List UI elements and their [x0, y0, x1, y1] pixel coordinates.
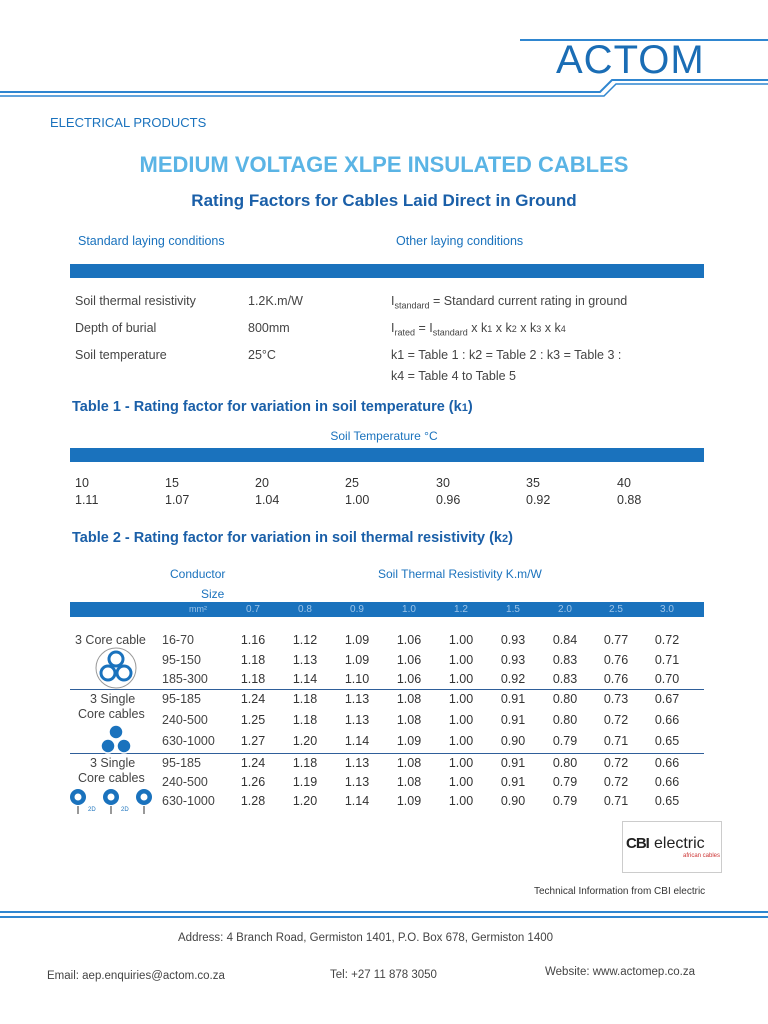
footer-website: Website: www.actomep.co.za — [545, 966, 695, 978]
footer-address: Address: 4 Branch Road, Germiston 1401, P.O. Box 678, Germiston 1400 — [178, 932, 554, 944]
footer-email: Email: aep.enquiries@actom.co.za — [47, 970, 225, 982]
condition-value: 25°C — [248, 348, 276, 362]
rating-factor-cell: 1.04 — [255, 493, 280, 507]
rating-factor-cell: 0.67 — [654, 692, 680, 706]
rating-factor-cell: 0.91 — [500, 756, 526, 770]
unit-label: mm² — [189, 604, 207, 614]
condition-value: 1.2K.m/W — [248, 294, 303, 308]
page-subtitle: Rating Factors for Cables Laid Direct in Ground — [191, 191, 577, 210]
rating-factor-cell: 1.06 — [396, 653, 422, 667]
rating-factor-cell: 1.00 — [448, 734, 474, 748]
rating-factor-cell: 0.79 — [552, 794, 578, 808]
formula-standard: $I_{standard}$ = Standard current rating in ground — [391, 294, 628, 311]
rating-factor-cell: 1.25 — [240, 713, 266, 727]
rating-factor-cell: 1.00 — [345, 493, 370, 507]
rating-factor-cell: 0.93 — [500, 653, 526, 667]
rating-factor-cell: 1.09 — [344, 633, 370, 647]
formula-k-tables-a: k1 = Table 1 : k2 = Table 2 : k3 = Table 3 : — [391, 348, 622, 362]
rating-factor-cell: 0.65 — [654, 734, 680, 748]
rating-factor-cell: 0.91 — [500, 692, 526, 706]
resistivity-heading: Soil Thermal Resistivity K.m/W — [378, 567, 542, 581]
conductor-size-cell: 240-500 — [162, 713, 208, 727]
formula-k-tables-b: k4 = Table 4 to Table 5 — [391, 369, 516, 383]
rating-factor-cell: 0.93 — [500, 633, 526, 647]
rating-factor-cell: 1.00 — [448, 633, 474, 647]
rating-factor-cell: 1.26 — [240, 775, 266, 789]
rating-factor-cell: 0.77 — [603, 633, 629, 647]
group-label: 3 Single — [90, 756, 136, 770]
rating-factor-cell: 0.71 — [603, 794, 629, 808]
rating-factor-cell: 0.65 — [654, 794, 680, 808]
rating-factor-cell: 1.06 — [396, 633, 422, 647]
rating-factor-cell: 1.13 — [344, 713, 370, 727]
footer-tel: Tel: +27 11 878 3050 — [330, 969, 437, 981]
rating-factor-cell: 0.70 — [654, 672, 680, 686]
rating-factor-cell: 1.00 — [448, 775, 474, 789]
rating-factor-cell: 1.28 — [240, 794, 266, 808]
rating-factor-cell: 1.00 — [448, 713, 474, 727]
table2-title: Table 2 - Rating factor for variation in soil thermal resistivity (k2) — [72, 530, 513, 546]
conductor-size-cell: 95-185 — [162, 756, 201, 770]
rating-factor-cell: 0.91 — [500, 713, 526, 727]
table1-bar — [70, 448, 704, 462]
rating-factor-cell: 0.79 — [552, 734, 578, 748]
rating-factor-cell: 0.66 — [654, 756, 680, 770]
rating-factor-cell: 0.80 — [552, 756, 578, 770]
rating-factor-cell: 1.24 — [240, 692, 266, 706]
rating-factor-cell: 1.10 — [344, 672, 370, 686]
conductor-size-cell: 95-150 — [162, 653, 201, 667]
resistivity-header-cell: 1.5 — [506, 604, 520, 615]
division-label: ELECTRICAL PRODUCTS — [50, 115, 207, 130]
rating-factor-cell: 0.72 — [603, 756, 629, 770]
cbi-logo-sub: african cables — [683, 853, 721, 859]
footer-line — [0, 916, 768, 918]
rating-factor-cell: 0.66 — [654, 775, 680, 789]
rating-factor-cell: 1.12 — [292, 633, 318, 647]
page-title: MEDIUM VOLTAGE XLPE INSULATED CABLES — [139, 152, 629, 177]
size-heading: Size — [201, 587, 225, 601]
rating-factor-cell: 1.00 — [448, 692, 474, 706]
resistivity-header-cell: 0.7 — [246, 604, 260, 615]
rating-factor-cell: 1.19 — [292, 775, 318, 789]
rating-factor-cell: 0.90 — [500, 734, 526, 748]
rating-factor-cell: 1.14 — [344, 794, 370, 808]
standard-conditions-heading: Standard laying conditions — [78, 234, 225, 248]
rating-factor-cell: 1.13 — [344, 775, 370, 789]
rating-factor-cell: 1.07 — [165, 493, 190, 507]
rating-factor-cell: 0.72 — [654, 633, 680, 647]
resistivity-header-cell: 1.0 — [402, 604, 416, 615]
rating-factor-cell: 1.27 — [240, 734, 266, 748]
condition-label: Soil temperature — [75, 348, 167, 362]
rating-factor-cell: 0.83 — [552, 653, 578, 667]
conductor-size-cell: 630-1000 — [162, 794, 215, 808]
rating-factor-cell: 0.72 — [603, 713, 629, 727]
cbi-logo — [622, 821, 722, 873]
conductor-heading: Conductor — [170, 567, 226, 581]
rating-factor-cell: 0.76 — [603, 672, 629, 686]
other-conditions-heading: Other laying conditions — [396, 234, 524, 248]
rating-factor-cell: 1.11 — [75, 493, 99, 507]
resistivity-header-cell: 3.0 — [660, 604, 674, 615]
rating-factor-cell: 0.90 — [500, 794, 526, 808]
temperature-cell: 10 — [75, 476, 89, 490]
condition-value: 800mm — [248, 321, 290, 335]
rating-factor-cell: 0.96 — [436, 493, 461, 507]
trefoil-cables-icon — [97, 722, 135, 756]
rating-factor-cell: 1.09 — [344, 653, 370, 667]
rating-factor-cell: 1.08 — [396, 756, 422, 770]
rating-factor-cell: 1.18 — [240, 653, 266, 667]
rating-factor-cell: 0.84 — [552, 633, 578, 647]
rating-factor-cell: 0.66 — [654, 713, 680, 727]
rating-factor-cell: 1.14 — [344, 734, 370, 748]
table1-title: Table 1 - Rating factor for variation in soil temperature (k1) — [72, 399, 473, 415]
rating-factor-cell: 0.76 — [603, 653, 629, 667]
conductor-size-cell: 95-185 — [162, 692, 201, 706]
rating-factor-cell: 0.91 — [500, 775, 526, 789]
website-link[interactable]: www.actomep.co.za — [592, 966, 695, 978]
conductor-size-cell: 240-500 — [162, 775, 208, 789]
brand-logo: ACTOM — [556, 38, 705, 82]
resistivity-header-cell: 2.0 — [558, 604, 572, 615]
rating-factor-cell: 0.92 — [500, 672, 526, 686]
temperature-cell: 35 — [526, 476, 540, 490]
rating-factor-cell: 0.80 — [552, 713, 578, 727]
cbi-logo-mark: CBI — [626, 835, 649, 852]
resistivity-header-cell: 1.2 — [454, 604, 468, 615]
group-label: 3 Single — [90, 692, 136, 706]
condition-label: Depth of burial — [75, 321, 157, 335]
spacing-label: 2D — [121, 807, 129, 813]
rating-factor-cell: 1.09 — [396, 734, 422, 748]
formula-rated: $I_{rated} = I_{standard}$ x k1 x k2 x k3 x k4 — [391, 321, 566, 338]
group-separator — [70, 689, 704, 690]
rating-factor-cell: 1.18 — [240, 672, 266, 686]
rating-factor-cell: 1.14 — [292, 672, 318, 686]
rating-factor-cell: 1.09 — [396, 794, 422, 808]
rating-factor-cell: 1.08 — [396, 775, 422, 789]
temperature-cell: 40 — [617, 476, 631, 490]
rating-factor-cell: 1.08 — [396, 692, 422, 706]
rating-factor-cell: 0.72 — [603, 775, 629, 789]
group-label: Core cables — [78, 771, 145, 785]
conductor-size-cell: 16-70 — [162, 633, 194, 647]
rating-factor-cell: 1.18 — [292, 756, 318, 770]
rating-factor-cell: 0.88 — [617, 493, 642, 507]
resistivity-header-cell: 0.8 — [298, 604, 312, 615]
rating-factor-cell: 1.00 — [448, 794, 474, 808]
conditions-bar — [70, 264, 704, 278]
rating-factor-cell: 0.71 — [654, 653, 680, 667]
rating-factor-cell: 0.92 — [526, 493, 551, 507]
rating-factor-cell: 1.08 — [396, 713, 422, 727]
partner-credit: Technical Information from CBI electric — [534, 886, 706, 897]
rating-factor-cell: 0.71 — [603, 734, 629, 748]
rating-factor-cell: 1.00 — [448, 756, 474, 770]
rating-factor-cell: 1.20 — [292, 794, 318, 808]
rating-factor-cell: 0.80 — [552, 692, 578, 706]
rating-factor-cell: 1.13 — [344, 756, 370, 770]
rating-factor-cell: 1.18 — [292, 692, 318, 706]
temperature-cell: 25 — [345, 476, 359, 490]
footer-line — [0, 911, 768, 913]
flat-cables-icon — [66, 786, 156, 818]
rating-factor-cell: 0.83 — [552, 672, 578, 686]
rating-factor-cell: 1.24 — [240, 756, 266, 770]
resistivity-header-cell: 0.9 — [350, 604, 364, 615]
resistivity-header-cell: 2.5 — [609, 604, 623, 615]
rating-factor-cell: 1.00 — [448, 653, 474, 667]
group-label: 3 Core cable — [75, 633, 146, 647]
rating-factor-cell: 1.00 — [448, 672, 474, 686]
group-separator — [70, 753, 704, 754]
table1-column-heading: Soil Temperature °C — [330, 429, 438, 443]
rating-factor-cell: 0.79 — [552, 775, 578, 789]
email-link[interactable]: aep.enquiries@actom.co.za — [82, 970, 225, 982]
rating-factor-cell: 1.06 — [396, 672, 422, 686]
temperature-cell: 20 — [255, 476, 269, 490]
rating-factor-cell: 1.18 — [292, 713, 318, 727]
rating-factor-cell: 1.16 — [240, 633, 266, 647]
rating-factor-cell: 0.73 — [603, 692, 629, 706]
condition-label: Soil thermal resistivity — [75, 294, 196, 308]
group-label: Core cables — [78, 707, 145, 721]
rating-factor-cell: 1.20 — [292, 734, 318, 748]
temperature-cell: 15 — [165, 476, 179, 490]
temperature-cell: 30 — [436, 476, 450, 490]
conductor-size-cell: 185-300 — [162, 672, 208, 686]
conductor-size-cell: 630-1000 — [162, 734, 215, 748]
cbi-logo-text: electric — [654, 835, 705, 852]
rating-factor-cell: 1.13 — [292, 653, 318, 667]
three-core-cable-icon — [94, 646, 138, 690]
rating-factor-cell: 1.13 — [344, 692, 370, 706]
spacing-label: 2D — [88, 807, 96, 813]
